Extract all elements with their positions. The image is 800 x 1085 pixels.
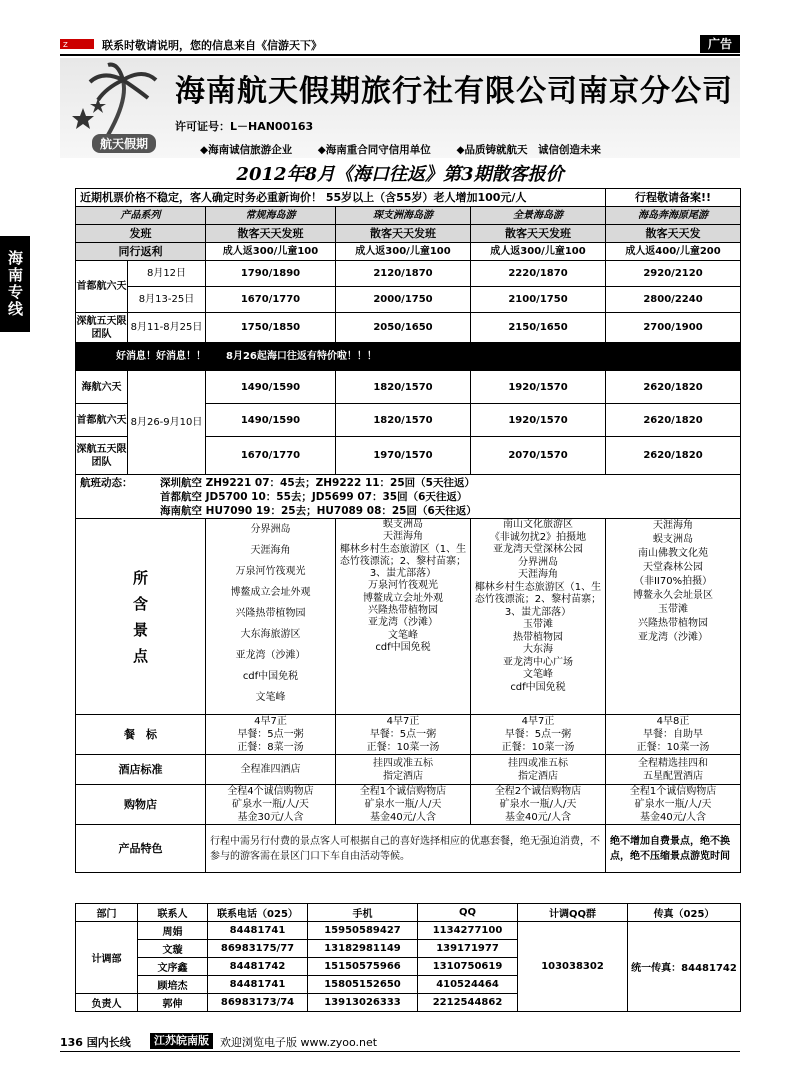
price-cell: 1750/1850: [206, 313, 336, 343]
company-name: 海南航天假期旅行社有限公司南京分公司: [175, 74, 733, 109]
contact-qq: 1310750619: [418, 958, 518, 976]
group1-label: 首都航六天: [76, 261, 128, 313]
flight-line: 海南航空 HU7090 19：25去；HU7089 08：25回（6天往返）: [160, 504, 477, 517]
slogans: [200, 142, 740, 157]
contact-header: 传真（025）: [628, 904, 741, 922]
hotels-label: 酒店标准: [76, 755, 206, 785]
meals-col: 4早7正 早餐：5点一粥 正餐：10菜一汤: [471, 715, 606, 755]
rebate-value: 成人返300/儿童100: [336, 243, 471, 261]
contact-mobile: 15950589427: [308, 922, 418, 940]
price-cell: 1490/1590: [206, 371, 336, 404]
price-cell: 2000/1750: [336, 287, 471, 313]
dept-cell: 负责人: [76, 994, 138, 1012]
contact-phone: 86983173/74: [208, 994, 308, 1012]
contact-qq: 2212544862: [418, 994, 518, 1012]
contact-mobile: 13182981149: [308, 940, 418, 958]
product-name: 全景海岛游: [471, 207, 606, 225]
contact-phone: 84481741: [208, 922, 308, 940]
contact-qq: 410524464: [418, 976, 518, 994]
departure-value: 散客天天发: [606, 225, 741, 243]
price-cell: 1970/1570: [336, 437, 471, 475]
price-cell: 1820/1570: [336, 404, 471, 437]
price-cell: 2220/1870: [471, 261, 606, 287]
shopping-col: 全程2个诚信购物店 矿泉水一瓶/人/天 基金40元/人含: [471, 785, 606, 825]
rebate-value: 成人返300/儿童100: [471, 243, 606, 261]
group2-label: 深航五天限团队: [76, 313, 128, 343]
departure-label: 发班: [76, 225, 206, 243]
contact-table: [75, 903, 741, 1012]
price-cell: 1920/1570: [471, 371, 606, 404]
special-label: 首都航六天: [76, 404, 128, 437]
price-cell: 1490/1590: [206, 404, 336, 437]
attractions-col: 南山文化旅游区 《非诚勿扰2》拍摄地 亚龙湾天堂深林公园 分界洲岛 天涯海角 椰林乡村生态旅游区（1、生态竹筏漂流；2、黎村苗寨；3、蚩尤部落） 玉带滩 热带植物园 大东海 亚龙湾中心广场 文笔峰 cdf中国免税: [471, 519, 606, 715]
special-label: 海航六天: [76, 371, 128, 404]
contact-qq: 1134277100: [418, 922, 518, 940]
contact-name: 文序鑫: [138, 958, 208, 976]
meals-label: 餐 标: [76, 715, 206, 755]
departure-value: 散客天天发班: [206, 225, 336, 243]
price-cell: 2620/1820: [606, 404, 741, 437]
contact-name: 文璇: [138, 940, 208, 958]
product-series-label: 产品系列: [76, 207, 206, 225]
slogan: ◆海南诚信旅游企业: [200, 144, 293, 156]
price-cell: 2700/1900: [606, 313, 741, 343]
price-note: 近期机票价格不稳定，客人确定时务必重新询价！ 55岁以上（含55岁）老人增加100元/人: [76, 189, 606, 207]
price-banner: 2012年8月《海口往返》第3期散客报价: [60, 160, 740, 186]
shopping-col: 全程1个诚信购物店 矿泉水一瓶/人/天 基金40元/人含: [336, 785, 471, 825]
hotels-col: 挂四或准五标 指定酒店: [336, 755, 471, 785]
page-number: 136 国内长线: [60, 1036, 131, 1049]
slogan: ◆海南重合同守信用单位: [317, 144, 431, 156]
price-cell: 2070/1570: [471, 437, 606, 475]
contact-name: 郭伸: [138, 994, 208, 1012]
footer-divider: [60, 1051, 740, 1052]
dept-cell: 计调部: [76, 922, 138, 994]
contact-mobile: 15805152650: [308, 976, 418, 994]
qq-group: 103038302: [518, 922, 628, 1012]
good-news-bar: 好消息！好消息！！ 8月26起海口往返有特价啦！！！: [76, 343, 741, 371]
special-label: 深航五天限团队: [76, 437, 128, 475]
price-cell: 2620/1820: [606, 371, 741, 404]
price-cell: 2920/2120: [606, 261, 741, 287]
rebate-label: 同行返利: [76, 243, 206, 261]
brand-name: 航天假期: [92, 134, 156, 153]
contact-header: 手机: [308, 904, 418, 922]
contact-qq: 139171977: [418, 940, 518, 958]
shopping-label: 购物店: [76, 785, 206, 825]
product-name: 常规海岛游: [206, 207, 336, 225]
product-name: 琛支洲海岛游: [336, 207, 471, 225]
contact-header: QQ: [418, 904, 518, 922]
date-cell: 8月13-25日: [128, 287, 206, 313]
price-cell: 1790/1890: [206, 261, 336, 287]
contact-phone: 84481742: [208, 958, 308, 976]
price-table: [75, 188, 741, 873]
contact-mobile: 15150575966: [308, 958, 418, 976]
footer-url[interactable]: 欢迎浏览电子版 www.zyoo.net: [220, 1036, 378, 1049]
departure-value: 散客天天发班: [336, 225, 471, 243]
price-cell: 1820/1570: [336, 371, 471, 404]
svg-text:Z: Z: [63, 41, 68, 49]
shopping-col: 全程1个诚信购物店 矿泉水一瓶/人/天 基金40元/人含: [606, 785, 741, 825]
features-label: 产品特色: [76, 825, 206, 873]
price-cell: 1670/1770: [206, 287, 336, 313]
attractions-col: 蜈支洲岛 天涯海角 椰林乡村生态旅游区（1、生态竹筏漂流；2、黎村苗寨；3、蚩尤部落） 万泉河竹筏观光 博鳌成立会址外观 兴隆热带植物园 亚龙湾（沙滩） 文笔峰 cdf中国免税: [336, 519, 471, 715]
contact-phone: 84481741: [208, 976, 308, 994]
attractions-label: 所含景点: [76, 519, 206, 715]
contact-phone: 86983175/77: [208, 940, 308, 958]
flight-line: 首都航空 JD5700 10：55去；JD5699 07：35回（6天往返）: [160, 490, 468, 503]
price-cell: 2150/1650: [471, 313, 606, 343]
hotels-col: 全程准四酒店: [206, 755, 336, 785]
attractions-col: 天涯海角 蜈支洲岛 南山佛教文化苑 天堂森林公园 （非II70%拍摄） 博鳌永久会址景区 玉带滩 兴隆热带植物园 亚龙湾（沙滩）: [606, 519, 741, 715]
contact-header: 联系人: [138, 904, 208, 922]
license-number: 许可证号：L－HAN00163: [175, 120, 314, 133]
price-cell: 2120/1870: [336, 261, 471, 287]
attractions-col: 分界洲岛 天涯海角 万泉河竹筏观光 博鳌成立会址外观 兴隆热带植物园 大东海旅游区 亚龙湾（沙滩） cdf中国免税 文笔峰: [206, 519, 336, 715]
contact-name: 顾培杰: [138, 976, 208, 994]
price-cell: 1920/1570: [471, 404, 606, 437]
hotels-col: 挂四或准五标 指定酒店: [471, 755, 606, 785]
contact-header: 联系电话（025）: [208, 904, 308, 922]
price-cell: 2800/2240: [606, 287, 741, 313]
rebate-value: 成人返300/儿童100: [206, 243, 336, 261]
top-notice: 联系时敬请说明，您的信息来自《信游天下》: [102, 39, 322, 52]
side-tab: 海南专线: [0, 236, 30, 332]
features-text: 行程中需另行付费的景点客人可根据自己的喜好选择相应的优惠套餐，绝无强迫消费，不参与的游客需在景区门口下车自由活动等候。: [206, 825, 606, 873]
price-cell: 2050/1650: [336, 313, 471, 343]
date-cell: 8月11-8月25日: [128, 313, 206, 343]
flights-info: [76, 475, 741, 519]
meals-col: 4早8正 早餐：自助早 正餐：10菜一汤: [606, 715, 741, 755]
palm-logo-icon: [68, 60, 168, 144]
product-name: 海岛奔海原尾游: [606, 207, 741, 225]
contact-mobile: 13913026333: [308, 994, 418, 1012]
shopping-col: 全程4个诚信购物店 矿泉水一瓶/人/天 基金30元/人含: [206, 785, 336, 825]
departure-value: 散客天天发班: [471, 225, 606, 243]
meals-col: 4早7正 早餐：5点一粥 正餐：8菜一汤: [206, 715, 336, 755]
price-cell: 1670/1770: [206, 437, 336, 475]
price-note-right: 行程敬请备案!!: [606, 189, 741, 207]
top-bar: [60, 36, 740, 56]
hotels-col: 全程精选挂四和 五星配置酒店: [606, 755, 741, 785]
features-right: 绝不增加自费景点，绝不换点，绝不压缩景点游览时间: [606, 825, 741, 873]
fax: 统一传真：84481742: [628, 922, 741, 1012]
contact-name: 周娟: [138, 922, 208, 940]
meals-col: 4早7正 早餐：5点一粥 正餐：10菜一汤: [336, 715, 471, 755]
magazine-logo-icon: [60, 36, 90, 48]
ad-tag: 广告: [700, 35, 740, 53]
flights-label: 航班动态：: [80, 476, 133, 489]
special-date: 8月26-9月10日: [128, 371, 206, 475]
contact-header: 计调QQ群: [518, 904, 628, 922]
price-cell: 2620/1820: [606, 437, 741, 475]
rebate-value: 成人返400/儿童200: [606, 243, 741, 261]
edition-tag: 江苏皖南版: [150, 1033, 213, 1049]
flight-line: 深圳航空 ZH9221 07：45去；ZH9222 11：25回（5天往返）: [160, 476, 475, 489]
contact-header: 部门: [76, 904, 138, 922]
price-cell: 2100/1750: [471, 287, 606, 313]
date-cell: 8月12日: [128, 261, 206, 287]
slogan: ◆品质铸就航天 诚信创造未来: [456, 144, 602, 156]
